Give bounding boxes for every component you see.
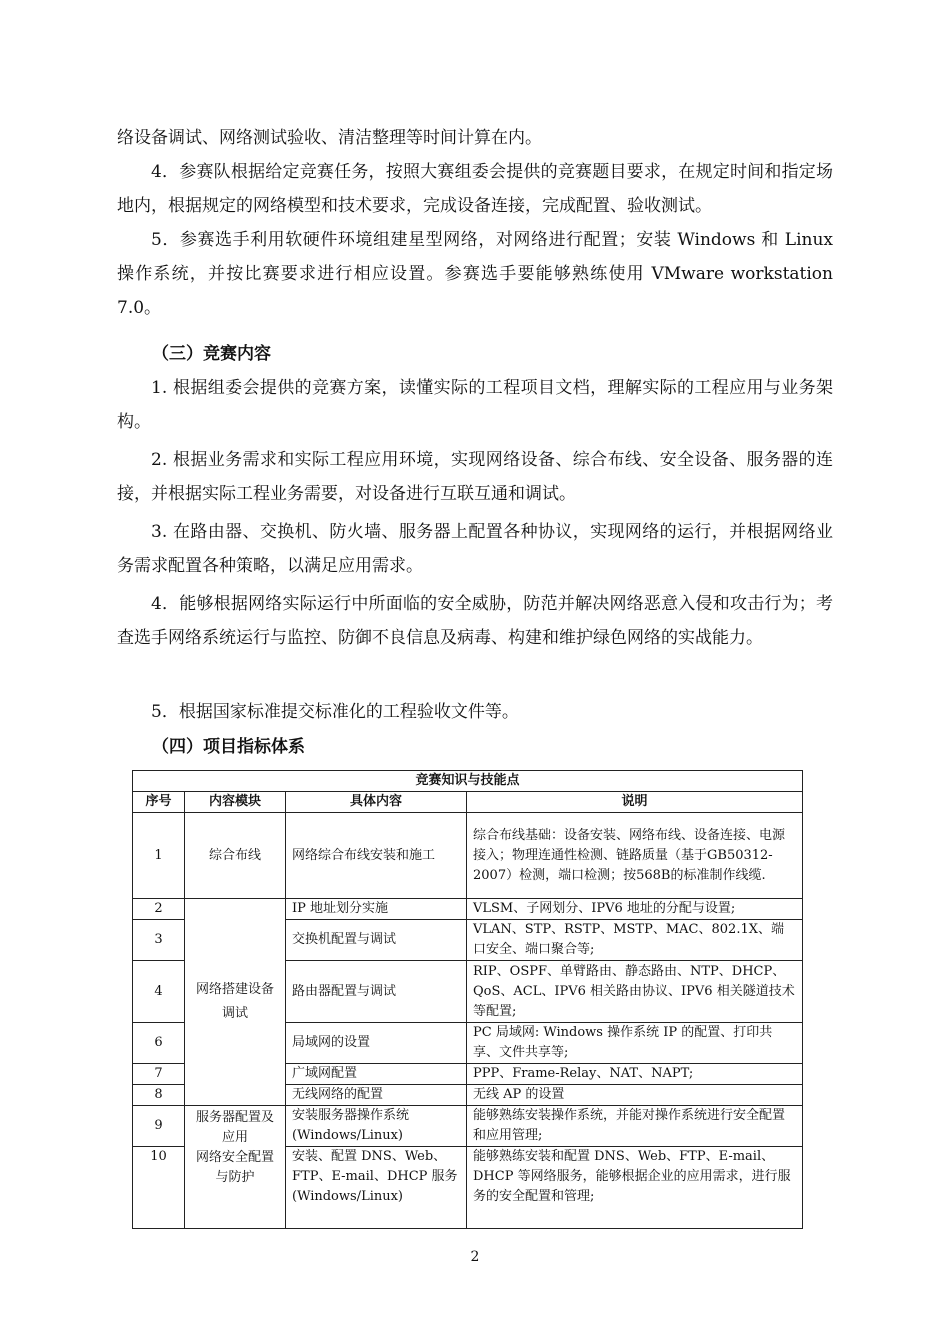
row-content: 局域网的设置: [286, 1023, 467, 1064]
paragraph-continued: 络设备调试、网络测试验收、清洁整理等时间计算在内。: [117, 128, 542, 148]
row-no: 8: [133, 1085, 185, 1106]
header-content: 具体内容: [286, 792, 467, 813]
content-item-3: 3. 在路由器、交换机、防火墙、服务器上配置各种协议，实现网络的运行，并根据网络业务需求配置各种策略，以满足应用需求。: [117, 522, 833, 576]
row-desc: 能够熟练安装操作系统，并能对操作系统进行安全配置和应用管理;: [467, 1106, 803, 1147]
row-module: [185, 1106, 286, 1229]
row-content: 安装、配置 DNS、Web、FTP、E-mail、DHCP 服务(Windows/Linux): [286, 1147, 467, 1229]
header-desc: 说明: [467, 792, 803, 813]
row-no: 4: [133, 961, 185, 1023]
row-module: 综合布线: [185, 813, 286, 899]
skills-table: [132, 770, 803, 1229]
row-desc: VLAN、STP、RSTP、MSTP、MAC、802.1X、端口安全、端口聚合等;: [467, 920, 803, 961]
row-content: 无线网络的配置: [286, 1085, 467, 1106]
table-row: [133, 813, 803, 899]
row-desc: 综合布线基础：设备安装、网络布线、设备连接、电源接入；物理连通性检测、链路质量（基于GB50312-2007）检测，端口检测；按568B的标准制作线缆.: [467, 813, 803, 899]
row-content: IP 地址划分实施: [286, 899, 467, 920]
table-row: [133, 1106, 803, 1147]
row-no: 2: [133, 899, 185, 920]
paragraph-item-5: 5．参赛选手利用软硬件环境组建星型网络，对网络进行配置；安装 Windows 和 Linux 操作系统，并按比赛要求进行相应设置。参赛选手要能够熟练使用 VMware workstation 7.0。: [117, 230, 833, 318]
content-item-4: 4．能够根据网络实际运行中所面临的安全威胁，防范并解决网络恶意入侵和攻击行为；考查选手网络系统运行与监控、防御不良信息及病毒、构建和维护绿色网络的实战能力。: [117, 594, 833, 648]
row-module: 网络搭建设备调试: [185, 899, 286, 1106]
row-content: 广域网配置: [286, 1064, 467, 1085]
row-desc: RIP、OSPF、单臂路由、静态路由、NTP、DHCP、QoS、ACL、IPV6 相关路由协议、IPV6 相关隧道技术等配置;: [467, 961, 803, 1023]
row-content: 交换机配置与调试: [286, 920, 467, 961]
row-desc: PC 局域网: Windows 操作系统 IP 的配置、打印共享、文件共享等;: [467, 1023, 803, 1064]
header-module: 内容模块: [185, 792, 286, 813]
row-no: 6: [133, 1023, 185, 1064]
row-no: 3: [133, 920, 185, 961]
module-security: 网络安全配置与防护: [195, 1150, 274, 1185]
row-desc: 能够熟练安装和配置 DNS、Web、FTP、E-mail、DHCP 等网络服务，能够根据企业的应用需求，进行服务的安全配置和管理;: [467, 1147, 803, 1229]
row-no: 7: [133, 1064, 185, 1085]
content-item-2: 2. 根据业务需求和实际工程应用环境，实现网络设备、综合布线、安全设备、服务器的连接，并根据实际工程业务需要，对设备进行互联互通和调试。: [117, 450, 833, 504]
row-no: 9: [133, 1106, 185, 1147]
table-title-row: [133, 771, 803, 792]
table-header-row: [133, 792, 803, 813]
content-item-5: 5．根据国家标准提交标准化的工程验收文件等。: [151, 702, 519, 722]
row-no: 1: [133, 813, 185, 899]
row-desc: VLSM、子网划分、IPV6 地址的分配与设置;: [467, 899, 803, 920]
row-content: 安装服务器操作系统(Windows/Linux): [286, 1106, 467, 1147]
page-number: 2: [470, 1249, 480, 1265]
paragraph-item-4: 4．参赛队根据给定竞赛任务，按照大赛组委会提供的竞赛题目要求，在规定时间和指定场地内，根据规定的网络模型和技术要求，完成设备连接，完成配置、验收测试。: [117, 162, 833, 216]
section-heading-3: （三）竞赛内容: [152, 344, 271, 364]
module-server: 服务器配置及应用: [195, 1110, 274, 1145]
row-content: 路由器配置与调试: [286, 961, 467, 1023]
row-desc: 无线 AP 的设置: [467, 1085, 803, 1106]
header-no: 序号: [133, 792, 185, 813]
table-title: 竞赛知识与技能点: [133, 771, 803, 792]
row-content: 网络综合布线安装和施工: [286, 813, 467, 899]
table-row: [133, 899, 803, 920]
row-no: 10: [133, 1147, 185, 1229]
row-desc: PPP、Frame-Relay、NAT、NAPT;: [467, 1064, 803, 1085]
content-item-1: 1. 根据组委会提供的竞赛方案，读懂实际的工程项目文档，理解实际的工程应用与业务架构。: [117, 378, 833, 432]
section-heading-4: （四）项目指标体系: [152, 737, 305, 757]
